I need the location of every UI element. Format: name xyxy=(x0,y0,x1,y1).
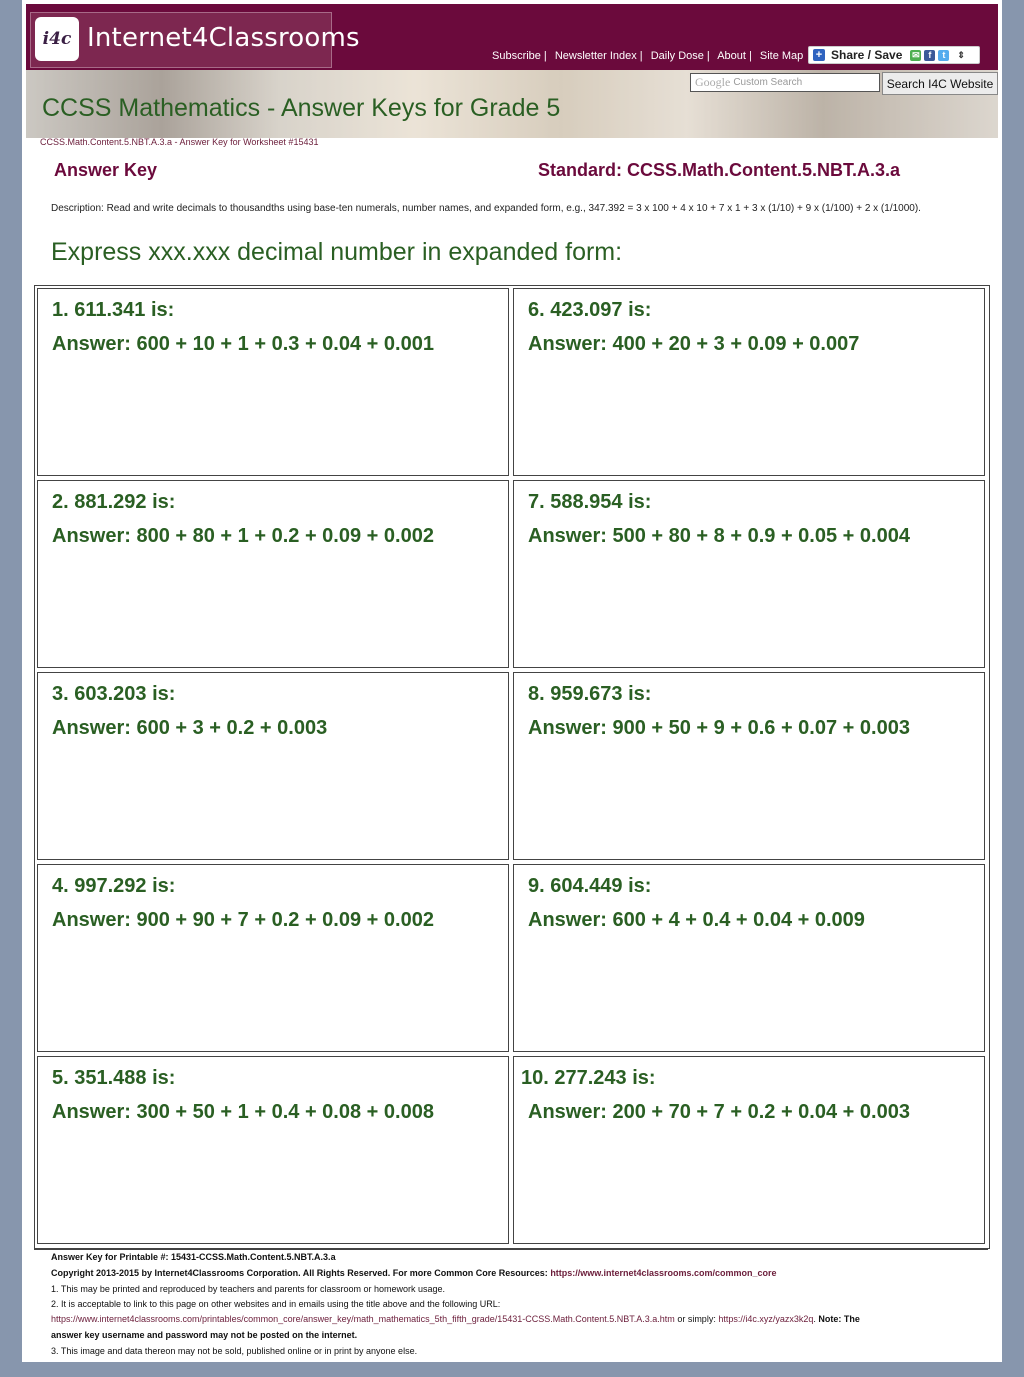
problem-answer: Answer: 600 + 4 + 0.4 + 0.04 + 0.009 xyxy=(528,909,865,931)
problem-cell xyxy=(37,480,509,668)
footer-printable-text: Answer Key for Printable #: 15431-CCSS.Math.Content.5.NBT.A.3.a xyxy=(51,1252,336,1262)
standard-description: Description: Read and write decimals to thousandths using base-ten numerals, number names, and expanded form, e.g., 347.392 = 3 x 100 + 4 x 10 + 7 x 1 + 3 x (1/10) + 9 x (1/100) + 2 x (1/1000). xyxy=(51,203,921,214)
footer-printable xyxy=(51,1252,336,1262)
footer-warning-text: answer key username and password may not be posted on the internet. xyxy=(51,1330,358,1340)
problem-question: 3. 603.203 is: xyxy=(52,683,176,705)
problem-cell xyxy=(513,480,985,668)
site-logo[interactable] xyxy=(30,12,360,68)
footer-copyright xyxy=(51,1268,777,1278)
search-input[interactable] xyxy=(690,73,880,92)
problem-question: 5. 351.488 is: xyxy=(52,1067,176,1089)
standard-heading: Standard: CCSS.Math.Content.5.NBT.A.3.a xyxy=(538,160,901,180)
footer xyxy=(34,1249,988,1356)
problem-answer: Answer: 900 + 50 + 9 + 0.6 + 0.07 + 0.003 xyxy=(528,717,910,739)
nav-daily-dose[interactable]: Daily Dose xyxy=(650,50,704,62)
share-email-icon[interactable]: ✉ xyxy=(912,49,920,60)
problem-cell xyxy=(513,288,985,476)
problem-question: 7. 588.954 is: xyxy=(528,491,652,513)
breadcrumb[interactable]: CCSS.Math.Content.5.NBT.A.3.a - Answer Key for Worksheet #15431 xyxy=(40,137,319,147)
nav-site-map[interactable]: Site Map xyxy=(759,50,804,62)
problem-question: 9. 604.449 is: xyxy=(528,875,652,897)
problem-question: 8. 959.673 is: xyxy=(528,683,652,705)
problem-answer: Answer: 600 + 10 + 1 + 0.3 + 0.04 + 0.001 xyxy=(52,333,434,355)
problem-cell xyxy=(37,672,509,860)
header-bar xyxy=(26,4,998,70)
nav-separator: | xyxy=(706,50,710,62)
nav-separator: | xyxy=(543,50,547,62)
footer-long-url-link[interactable]: https://www.internet4classrooms.com/printables/common_core/answer_key/math_mathematics_5th_fifth_grade/15431-CCSS.Math.Content.5.NBT.A.3.a.htm xyxy=(51,1314,675,1324)
problem-cell xyxy=(37,864,509,1052)
nav-separator: | xyxy=(639,50,643,62)
facebook-icon[interactable]: f xyxy=(924,50,935,61)
nav-newsletter-index[interactable]: Newsletter Index xyxy=(554,50,637,62)
answer-grid xyxy=(34,285,990,1249)
problem-answer: Answer: 800 + 80 + 1 + 0.2 + 0.09 + 0.002 xyxy=(52,525,434,547)
footer-note-1: 1. This may be printed and reproduced by teachers and parents for classroom or homework usage. xyxy=(51,1284,446,1294)
problem-answer: Answer: 600 + 3 + 0.2 + 0.003 xyxy=(52,717,328,739)
top-nav xyxy=(492,50,803,62)
nav-subscribe[interactable]: Subscribe xyxy=(492,50,541,62)
google-logo: Google xyxy=(695,75,731,89)
problem-question: 6. 423.097 is: xyxy=(528,299,652,321)
footer-or-simply: or simply: xyxy=(677,1314,716,1324)
logo-mark-icon: i4c xyxy=(35,17,79,61)
share-save-button[interactable] xyxy=(808,46,980,64)
problem-question: 10. 277.243 is: xyxy=(521,1067,656,1089)
footer-note-3: 3. This image and data thereon may not be sold, published online or in print by anyone else. xyxy=(51,1346,418,1356)
search-button[interactable]: Search I4C Website xyxy=(882,72,998,95)
problem-answer: Answer: 500 + 80 + 8 + 0.9 + 0.05 + 0.004 xyxy=(528,525,910,547)
problem-answer: Answer: 400 + 20 + 3 + 0.09 + 0.007 xyxy=(528,333,860,355)
footer-warning-line xyxy=(51,1330,357,1340)
problem-cell xyxy=(37,1056,509,1244)
page xyxy=(22,0,1002,1362)
footer-note-2: 2. It is acceptable to link to this page on other websites and in emails using the title above and the following URL: xyxy=(51,1299,501,1309)
problem-cell xyxy=(37,288,509,476)
problem-answer: Answer: 900 + 90 + 7 + 0.2 + 0.09 + 0.002 xyxy=(52,909,434,931)
footer-period: . xyxy=(813,1314,816,1324)
nav-about[interactable]: About xyxy=(717,50,746,62)
logo-text: Internet4Classrooms xyxy=(87,23,360,53)
footer-copyright-text: Copyright 2013-2015 by Internet4Classrooms Corporation. All Rights Reserved. For more Common Core Resources: xyxy=(51,1268,548,1278)
problem-cell xyxy=(513,864,985,1052)
problem-answer: Answer: 300 + 50 + 1 + 0.4 + 0.08 + 0.008 xyxy=(52,1101,434,1123)
problem-question: 2. 881.292 is: xyxy=(52,491,176,513)
answer-key-heading: Answer Key xyxy=(54,160,158,180)
page-title: CCSS Mathematics - Answer Keys for Grade 5 xyxy=(42,94,561,122)
footer-common-core-link[interactable]: https://www.internet4classrooms.com/common_core xyxy=(550,1268,777,1278)
problem-question: 1. 611.341 is: xyxy=(52,299,175,321)
problem-cell xyxy=(513,1056,985,1244)
share-label: Share / Save xyxy=(831,48,903,62)
share-dropdown-icon[interactable]: ⇕ xyxy=(957,49,965,60)
footer-note-warning: Note: The xyxy=(818,1314,860,1324)
nav-separator: | xyxy=(748,50,752,62)
problem-cell xyxy=(513,672,985,860)
problem-question: 4. 997.292 is: xyxy=(52,875,176,897)
problem-answer: Answer: 200 + 70 + 7 + 0.2 + 0.04 + 0.003 xyxy=(528,1101,910,1123)
instruction-heading: Express xxx.xxx decimal number in expanded form: xyxy=(51,238,623,266)
footer-url-line xyxy=(51,1314,860,1324)
search-placeholder: Custom Search xyxy=(733,77,803,88)
header-banner xyxy=(26,70,998,138)
share-plus-icon: + xyxy=(813,49,825,61)
footer-short-url-link[interactable]: https://i4c.xyz/yazx3k2q xyxy=(718,1314,814,1324)
twitter-icon[interactable]: t xyxy=(938,50,949,61)
